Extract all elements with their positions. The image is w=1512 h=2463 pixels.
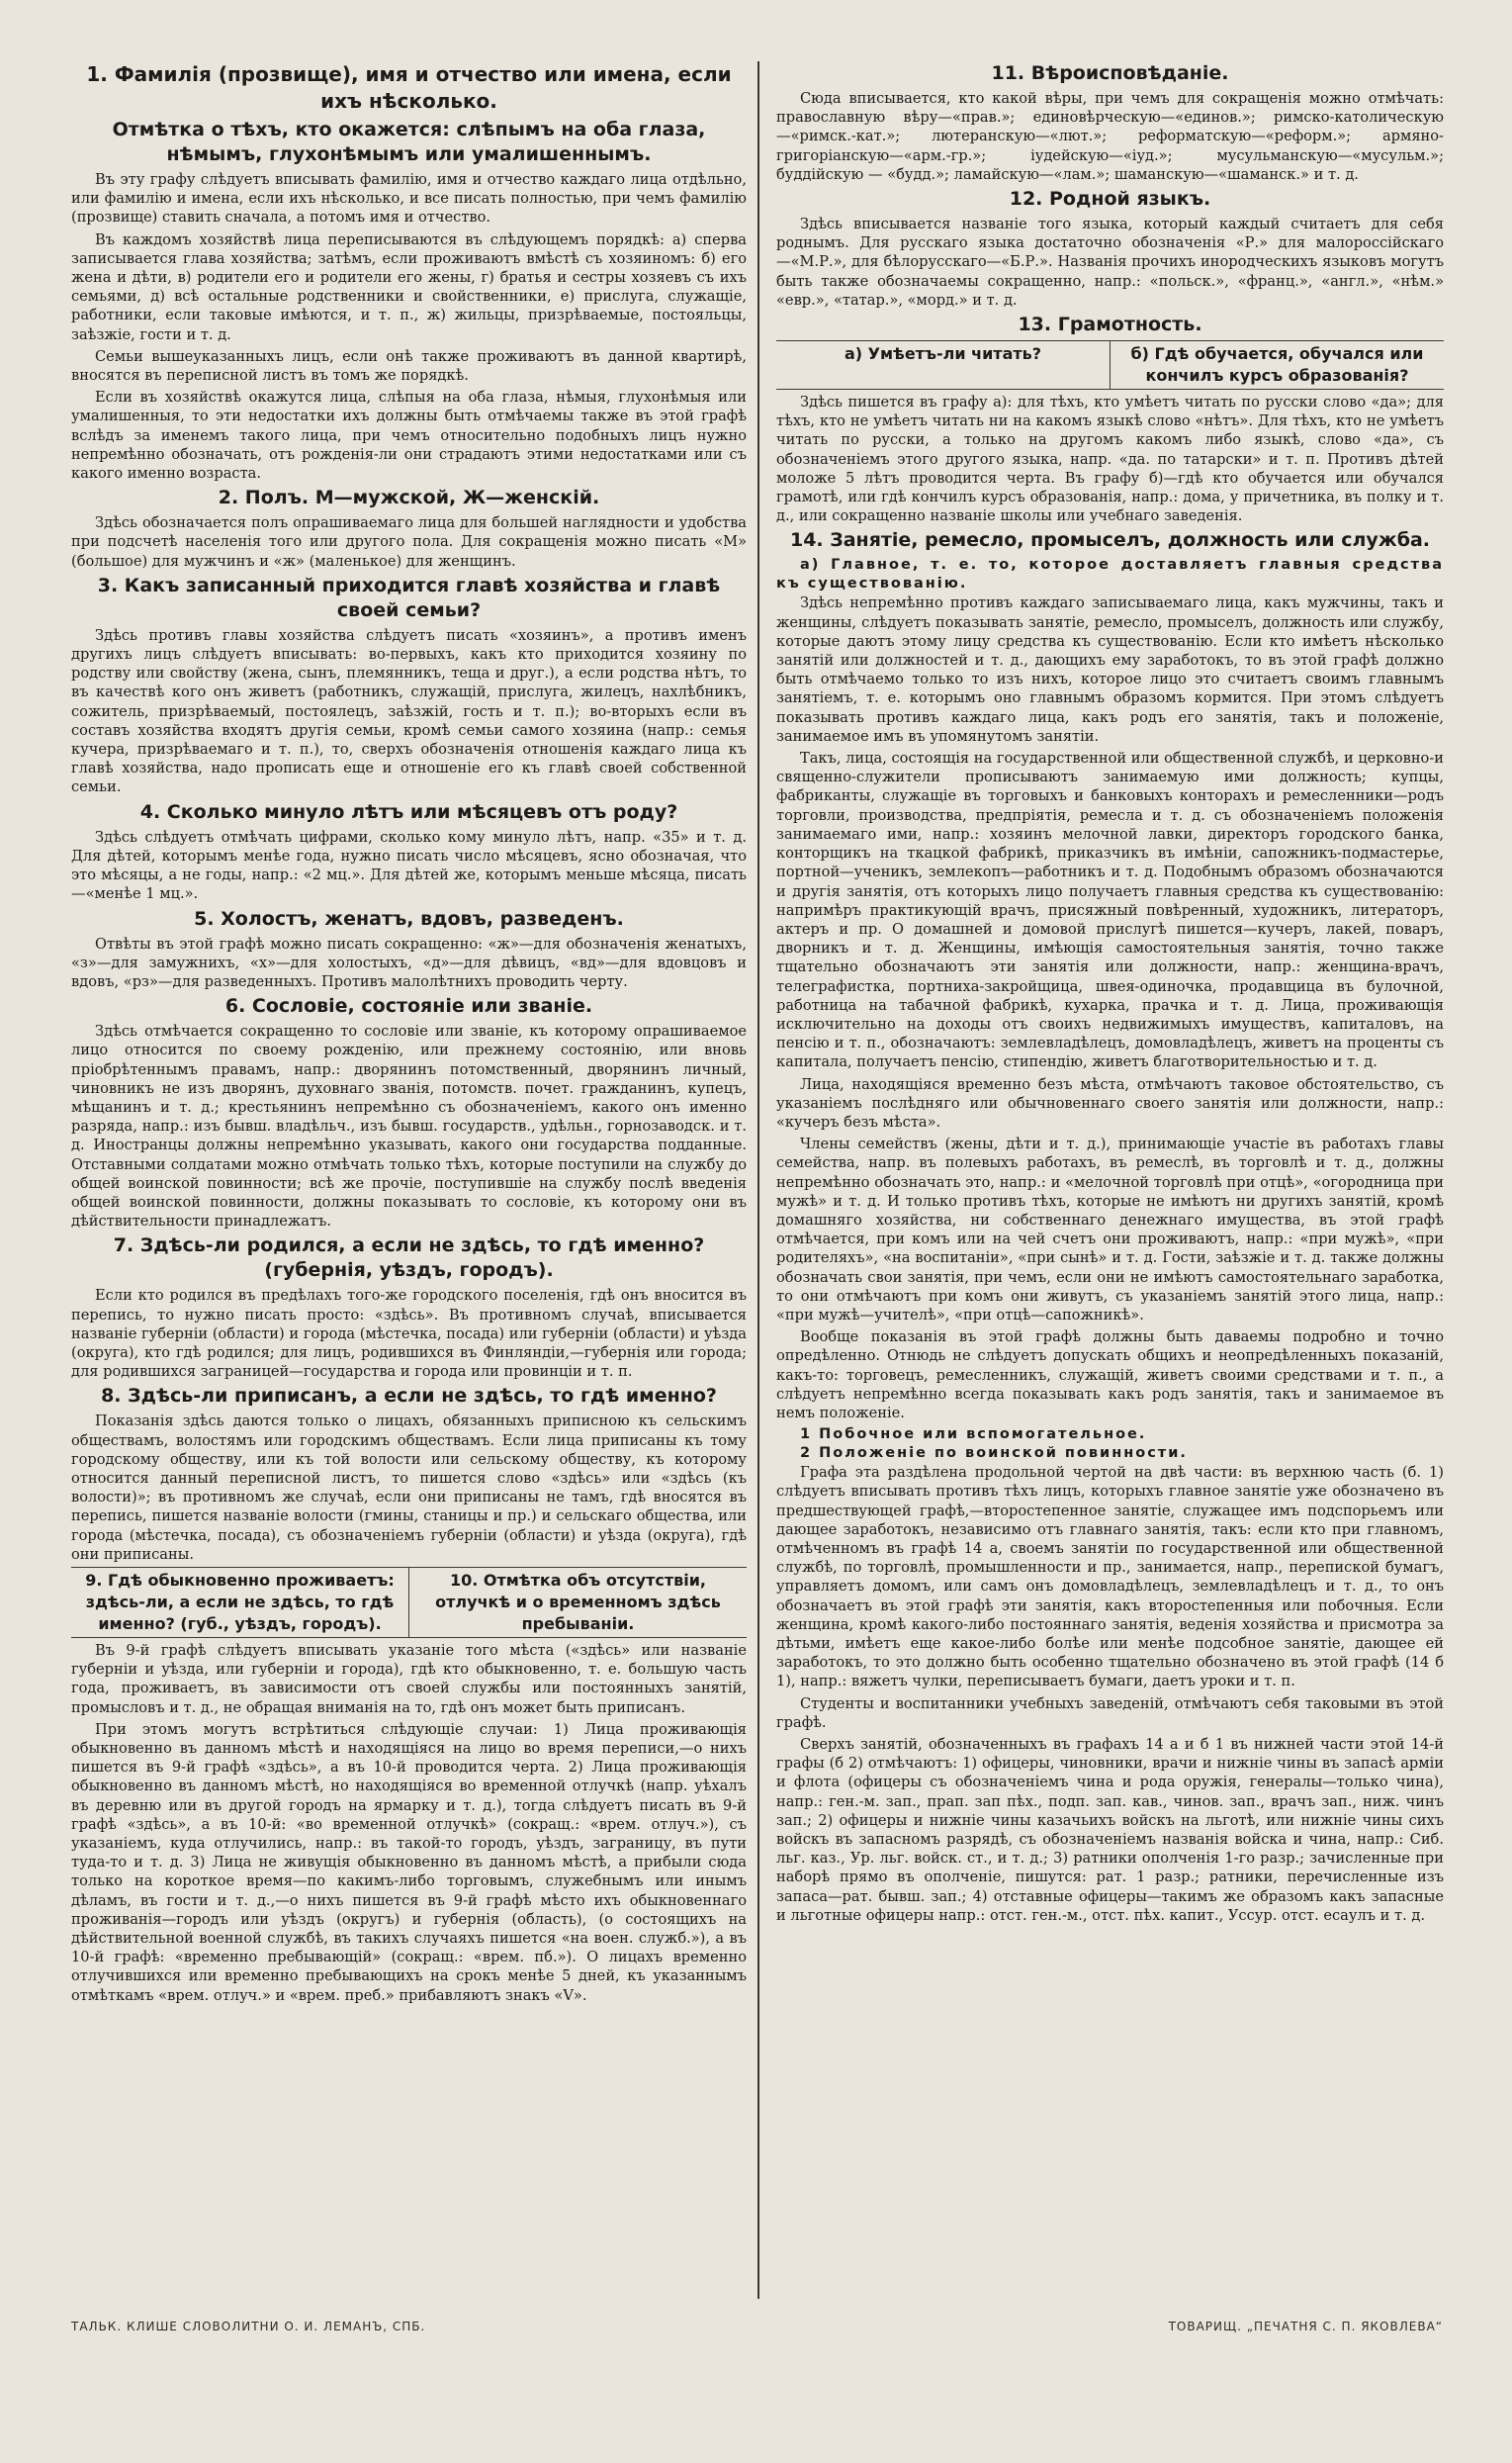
- section-7-paragraph-1: Если кто родился въ предѣлахъ того-же городского поселенія, гдѣ онъ вносится въ перепись, то нужно писать просто: «здѣсь». Въ противномъ случаѣ, вписывается названіе губерніи (области) и города (мѣстечка, посада) или губерніи (области) и уѣзда (округа), кто гдѣ родился; для лицъ, родившихся въ Финляндіи,—губернія или города; для родившихся заграницей—государства и города или провинціи и т. п.: [71, 1287, 747, 1381]
- section-1-paragraph-3: Семьи вышеуказанныхъ лицъ, если онѣ также проживаютъ въ данной квартирѣ, вносятся въ переписной листъ въ томъ же порядкѣ.: [71, 347, 747, 385]
- section-11-paragraph-1: Сюда вписывается, кто какой вѣры, при чемъ для сокращенія можно отмѣчать: православную вѣру—«прав.»; единовѣрческую—«единов.»; римско-католическую—«римск.-кат.»; лютеранскую—«лют.»; реформатскую—«реформ.»; армяно-григоріанскую—«арм.-гр.»; іудейскую—«іуд.»; мусульманскую—«мусульм.»; буддійскую — «будд.»; ламайскую—«лам.»; шаманскую—«шаманск.» и т. д.: [776, 90, 1444, 183]
- section-2-title: 2. Полъ. М—мужской, Ж—женскій.: [218, 487, 600, 509]
- section-5-paragraph-1: Отвѣты въ этой графѣ можно писать сокращенно: «ж»—для обозначенія женатыхъ, «з»—для замужнихъ, «х»—для холостыхъ, «д»—для дѣвицъ, «вд»—для вдовцовъ и вдовъ, «рз»—для разведенныхъ. Противъ малолѣтнихъ проводить черту.: [71, 935, 747, 990]
- section-1-paragraph-1: Въ эту графу слѣдуетъ вписывать фамилію, имя и отчество каждаго лица отдѣльно, или фамилію и имена, если ихъ нѣсколько, и все писать полностью, при чемъ фамилію (прозвище) ставить сначала, а потомъ имя и отчество.: [71, 171, 747, 227]
- section-5-title: 5. Холостъ, женатъ, вдовъ, разведенъ.: [194, 907, 624, 930]
- section-9-title: 9. Гдѣ обыкновенно проживаетъ: здѣсь-ли, а если не здѣсь, то гдѣ именно? (губ., уѣздъ, городъ).: [85, 1570, 395, 1633]
- section-13-subheaders: [776, 340, 1444, 390]
- column-divider: [757, 61, 759, 2299]
- section-14-paragraph-8: Сверхъ занятій, обозначенныхъ въ графахъ 14 а и б 1 въ нижней части этой 14-й графы (б 2) отмѣчаютъ: 1) офицеры, чиновники, врачи и нижніе чины въ запасѣ арміи и флота (офицеры съ обозначеніемъ чина и рода оружія, генералы—только чина), напр.: ген.-м. зап., прап. зап пѣх., подп. зап. кав., чинов. зап., врачъ зап., ниж. чинъ зап.; 2) офицеры и нижніе чины казачьихъ войскъ на льготѣ, или нижніе чины сихъ войскъ въ запасномъ разрядѣ, съ обозначеніемъ названія войска и чина, напр.: Сиб. льг. каз., Ур. льг. войск. ст., и т. д.; 3) ратники ополченія 1-го разр.; зачисленные при наборѣ прямо въ ополченіе, пишутся: рат. 1 разр.; ратники, перечисленные изъ запаса—рат. бывш. зап.; 4) отставные офицеры—такимъ же образомъ какъ запасные и льготные офицеры напр.: отст. ген.-м., отст. пѣх. капит., Уссур. отст. есаулъ и т. д.: [776, 1736, 1444, 1924]
- printer-credit-left: ТАЛЬК. КЛИШЕ СЛОВОЛИТНИ О. И. ЛЕМАНЪ, СПБ.: [71, 2320, 426, 2333]
- section-3-title: 3. Какъ записанный приходится главѣ хозяйства и главѣ своей семьи?: [97, 574, 721, 621]
- section-6-paragraph-1: Здѣсь отмѣчается сокращенно то сословіе или званіе, къ которому опрашиваемое лицо относится по своему рожденію, или прежнему состоянію, или вновь пріобрѣтеннымъ правамъ, напр.: дворянинъ потомственный, дворянинъ личный, чиновникъ не изъ дворянъ, духовнаго званія, потомств. почет. гражданинъ, купецъ, мѣщанинъ и т. д.; крестьянинъ непремѣнно съ обозначеніемъ, какого онъ именно разряда, напр.: изъ бывш. владѣльч., изъ бывш. государств., удѣльн., горнозаводск. и т. д. Иностранцы должны непремѣнно указывать, какого они государства подданные. Отставными солдатами можно отмѣчать только тѣхъ, которые поступили на службу до общей воинской повинности; всѣ же прочіе, поступившіе на службу послѣ введенія общей воинской повинности, должны показывать то сословіе, къ которому они въ дѣйствительности принадлежатъ.: [71, 1023, 747, 1231]
- section-9-10-header: [71, 1567, 747, 1638]
- section-12-paragraph-1: Здѣсь вписывается названіе того языка, который каждый считаетъ для себя роднымъ. Для русскаго языка достаточно обозначенія «Р.» для малороссійскаго—«М.Р.», для бѣлорусскаго—«Б.Р.». Названія прочихъ инородческихъ языковъ могутъ быть также обозначаемы сокращенно, напр.: «польск.», «франц.», «англ.», «нѣм.» «евр.», «татар.», «морд.» и т. д.: [776, 216, 1444, 309]
- section-1-paragraph-2: Въ каждомъ хозяйствѣ лица переписываются въ слѣдующемъ порядкѣ: а) сперва записывается глава хозяйства; затѣмъ, если проживаютъ вмѣстѣ съ хозяиномъ: б) его жена и дѣти, в) родители его и родители его жены, г) братья и сестры хозяевъ съ ихъ семьями, д) всѣ остальные родственники и свойственники, е) прислуга, служащіе, работники, если таковые имѣются, и т. п., ж) жильцы, призрѣваемые, постояльцы, заѣзжіе, гости и т. д.: [71, 230, 747, 343]
- section-7-title: 7. Здѣсь-ли родился, а если не здѣсь, то гдѣ именно? (губернія, уѣздъ, городъ).: [113, 1234, 705, 1282]
- section-4-paragraph-1: Здѣсь слѣдуетъ отмѣчать цифрами, сколько кому минуло лѣтъ, напр. «35» и т. д. Для дѣтей, которымъ менѣе года, нужно писать число мѣсяцевъ, ясно обозначая, что это мѣсяцы, а не годы, напр.: «2 мц.». Для дѣтей же, которымъ меньше мѣсяца, писать—«менѣе 1 мц.».: [71, 828, 747, 903]
- section-11-title: 11. Вѣроисповѣданіе.: [991, 62, 1229, 84]
- section-9-paragraph-2: При этомъ могутъ встрѣтиться слѣдующіе случаи: 1) Лица проживающія обыкновенно въ данномъ мѣстѣ и находящіяся на лицо во время переписи,—о нихъ пишется въ 9-й графѣ «здѣсь», а въ 10-й проводится черта. 2) Лица проживающія обыкновенно въ данномъ мѣстѣ, но находящіяся во временной отлучкѣ (напр. уѣхалъ въ деревню или въ другой городъ на ярмарку и т. д.), тогда слѣдуетъ писать въ 9-й графѣ «здѣсь», а въ 10-й: «во временной отлучкѣ» (сокращ.: «врем. отлуч.»), съ указаніемъ, куда отлучились, напр.: въ такой-то городъ, уѣздъ, заграницу, въ пути туда-то и т. д. 3) Лица не живущія обыкновенно въ данномъ мѣстѣ, а прибыли сюда только на короткое время—по какимъ-либо торговымъ, служебнымъ или инымъ дѣламъ, въ гости и т. д.,—о нихъ пишется въ 9-й графѣ мѣсто ихъ обыкновеннаго проживанія—городъ или уѣздъ (округъ) и губернія (область), (о состоящихъ на дѣйствительной военной службѣ, въ такихъ случаяхъ пишется «на воен. служб.»), а въ 10-й графѣ: «временно пребывающій» (сокращ.: «врем. пб.»). О лицахъ временно отлучившихся или временно пребывающихъ на срокъ менѣе 5 дней, къ указаннымъ отмѣткамъ «врем. отлуч.» и «врем. преб.» прибавляютъ знакъ «V».: [71, 1720, 747, 2004]
- section-14-paragraph-5: Вообще показанія въ этой графѣ должны быть даваемы подробно и точно опредѣленно. Отнюдь не слѣдуетъ допускать общихъ и неопредѣленныхъ показаній, какъ-то: торговецъ, ремесленникъ, служащій, живетъ своими средствами и т. п., а слѣдуетъ непремѣнно всегда показывать какъ родъ занятія, такъ и занимаемое въ немъ положеніе.: [776, 1328, 1444, 1421]
- section-14-a: а) Главное, т. е. то, которое доставляетъ главныя средства къ существованію.: [776, 557, 1444, 593]
- section-1-paragraph-4: Если въ хозяйствѣ окажутся лица, слѣпыя на оба глаза, нѣмыя, глухонѣмыя или умалишенныя, то эти недостатки ихъ должны быть отмѣчаемы также въ этой графѣ вслѣдъ за именемъ такого лица, при чемъ относительно подобныхъ лицъ нужно непремѣнно обозначать, отъ рожденія-ли они страдаютъ этими недостатками или съ какого именно возраста.: [71, 389, 747, 483]
- section-13-paragraph-1: Здѣсь пишется въ графу а): для тѣхъ, кто умѣетъ читать по русски слово «да»; для тѣхъ, кто не умѣетъ читать ни на какомъ языкѣ слово «нѣтъ». Для тѣхъ, кто не умѣетъ читать по русски, а только на другомъ какомъ либо языкѣ, слово «да», съ обозначеніемъ этого другого языка, напр. «да. по татарски» и т. п. Противъ дѣтей моложе 5 лѣтъ проводится черта. Въ графу б)—гдѣ кто обучается или обучался грамотѣ, или гдѣ кончилъ курсъ образованія, напр.: дома, у причетника, въ полку и т. д., или сокращенно названіе школы или учебнаго заведенія.: [776, 394, 1444, 525]
- section-8-title: 8. Здѣсь-ли приписанъ, а если не здѣсь, то гдѣ именно?: [101, 1385, 717, 1408]
- section-12-title: 12. Родной языкъ.: [1009, 188, 1211, 211]
- section-14-b1: 1 Побочное или вспомогательное.: [800, 1426, 1147, 1443]
- section-1-title: 1. Фамилія (прозвище), имя и отчество или имена, если ихъ нѣсколько.: [86, 62, 732, 113]
- section-14-paragraph-2: Такъ, лица, состоящія на государственной или общественной службѣ, и церковно-и священно-служители прописываютъ занимаемую ими должность; купцы, фабриканты, служащіе въ торговыхъ и банковыхъ конторахъ и ремесленники—родъ торговли, производства, предпріятія, ремесла и т. д. съ обозначеніемъ положенія занимаемаго ими, напр.: хозяинъ мелочной лавки, директоръ городского банка, конторщикъ на ткацкой фабрикѣ, приказчикъ въ имѣніи, сапожникъ-подмастерье, портной—ученикъ, землекопъ—работникъ и т. д. Подобнымъ образомъ обозначаются и другія занятія, отъ которыхъ лицо получаетъ главныя средства къ существованію: напримѣръ практикующій врачъ, присяжный повѣренный, художникъ, литераторъ, актеръ и пр. О домашней и домовой прислугѣ пишется—кучеръ, лакей, поваръ, дворникъ и т. д. Женщины, имѣющія самостоятельныя занятія, точно также тщательно обозначаютъ эти занятія или должности, напр.: женщина-врачъ, телеграфистка, портниха-закройщица, швея-одиночка, продавщица въ булочной, работница на табачной фабрикѣ, кухарка, прачка и т. д. Лица, проживающія исключительно на доходы отъ своихъ недвижимыхъ имуществъ, капиталовъ, на пенсію и т. п., обозначаютъ: землевладѣлецъ, домовладѣлецъ, живетъ на проценты съ капитала, получаетъ пенсію, стипендію, живетъ благотворительностью и т. д.: [776, 750, 1444, 1071]
- section-14-paragraph-1: Здѣсь непремѣнно противъ каждаго записываемаго лица, какъ мужчины, такъ и женщины, слѣдуетъ показывать занятіе, ремесло, промыселъ, должность или службу, которые даютъ этому лицу средства къ существованію. Если кто имѣетъ нѣсколько занятій или должностей и т. д., дающихъ ему заработокъ, то въ этой графѣ должно быть отмѣчаемо только то изъ нихъ, которое лицо это считаетъ своимъ главнымъ занятіемъ, т. е. которымъ оно главнымъ образомъ кормится. При этомъ слѣдуетъ показывать противъ каждаго лица, какъ родъ его занятія, такъ и положеніе, занимаемое имъ въ упомянутомъ занятіи.: [776, 594, 1444, 745]
- section-1-subtitle: Отмѣтка о тѣхъ, кто окажется: слѣпымъ на оба глаза, нѣмымъ, глухонѣмымъ или умалишеннымъ.: [112, 119, 706, 165]
- section-9-paragraph-1: Въ 9-й графѣ слѣдуетъ вписывать указаніе того мѣста («здѣсь» или названіе губерніи и уѣзда, или губерніи и города), гдѣ кто обыкновенно, т. е. большую часть года, проживаетъ, въ зависимости отъ своей службы или постоянныхъ занятій, промысловъ и т. д., не обращая вниманія на то, гдѣ онъ может быть приписанъ.: [71, 1641, 747, 1716]
- section-13-a: а) Умѣетъ-ли читать?: [844, 344, 1042, 364]
- section-8-paragraph-1: Показанія здѣсь даются только о лицахъ, обязанныхъ приписною къ сельскимъ обществамъ, волостямъ или городскимъ обществамъ. Если лица приписаны къ тому городскому обществу, или къ той волости или сельскому обществу, къ которому относится данный переписной листъ, то пишется слово «здѣсь» или «здѣсь (къ волости)»; въ противномъ же случаѣ, если они приписаны не тамъ, гдѣ вносятся въ перепись, пишется названіе волости (гмины, станицы и пр.) и сельскаго общества, или города (мѣстечка, посада), съ обозначеніемъ губерніи (области) и уѣзда (округа), гдѣ они приписаны.: [71, 1413, 747, 1563]
- section-4-title: 4. Сколько минуло лѣтъ или мѣсяцевъ отъ роду?: [139, 800, 678, 823]
- section-14-paragraph-7: Студенты и воспитанники учебныхъ заведеній, отмѣчаютъ себя таковыми въ этой графѣ.: [776, 1694, 1444, 1731]
- section-13-title: 13. Грамотность.: [1018, 314, 1202, 336]
- section-14-paragraph-3: Лица, находящіяся временно безъ мѣста, отмѣчаютъ таковое обстоятельство, съ указаніемъ послѣдняго или обычновеннаго своего занятія или должности, напр.: «кучеръ безъ мѣста».: [776, 1075, 1444, 1131]
- section-6-title: 6. Сословіе, состояніе или званіе.: [224, 995, 593, 1018]
- right-column: [776, 61, 1444, 2354]
- section-14-paragraph-4: Члены семействъ (жены, дѣти и т. д.), принимающіе участіе въ работахъ главы семейства, напр. въ полевыхъ работахъ, въ ремеслѣ, въ торговлѣ и т. д., должны непремѣнно обозначать это, напр.: и «мелочной торговлѣ при отцѣ», «огородница при мужѣ» и т. д. И только противъ тѣхъ, которые не имѣютъ ни другихъ занятій, кромѣ домашняго хозяйства, ни собственнаго денежнаго имущества, въ этой графѣ отмѣчается, при комъ или на чей счетъ они проживаютъ, напр.: «при мужѣ», «при родителяхъ», «на воспитаніи», «при сынѣ» и т. д. Гости, заѣзжіе и т. д. также должны обозначать свои занятія, при чемъ, если они не имѣютъ самостоятельнаго заработка, то они отмѣчаютъ при комъ они живутъ, съ указаніемъ занятій этого лица, напр.: «при мужѣ—учителѣ», «при отцѣ—сапожникѣ».: [776, 1136, 1444, 1323]
- section-13-b: б) Гдѣ обучается, обучался или кончилъ курсъ образованія?: [1110, 341, 1444, 389]
- section-14-paragraph-6: Графа эта раздѣлена продольной чертой на двѣ части: въ верхнюю часть (б. 1) слѣдуетъ вписывать противъ тѣхъ лицъ, которыхъ главное занятіе уже обозначено въ предшествующей графѣ,—второстепенное занятіе, служащее имъ подспорьемъ или дающее заработокъ, независимо отъ главнаго занятія, такъ: если кто при главномъ, отмѣченномъ въ графѣ 14 а, своемъ занятіи по государственной или общественной службѣ, по торговлѣ, промышленности и пр., занимается, напр., перепиской бумагъ, управляетъ домомъ, или самъ онъ домовладѣлецъ, землевладѣлецъ и т. д., то онъ обозначаетъ въ этой графѣ эти занятія, какъ второстепенныя или побочныя. Если женщина, кромѣ какого-либо постояннаго занятія, веденія хозяйства и присмотра за дѣтьми, имѣетъ еще какое-либо болѣе или менѣе подсобное занятіе, дающее ей заработокъ, то это должно быть особенно тщательно обозначено въ этой графѣ (14 б 1), напр.: вяжетъ чулки, переписываетъ бумаги, даетъ уроки и т. п.: [776, 1464, 1444, 1690]
- section-14-b2: 2 Положеніе по воинской повинности.: [800, 1445, 1188, 1462]
- section-3-paragraph-1: Здѣсь противъ главы хозяйства слѣдуетъ писать «хозяинъ», а противъ именъ другихъ лицъ слѣдуетъ вписывать: во-первыхъ, какъ кто приходится хозяину по родству или свойству (жена, сынъ, племянникъ, теща и друг.), а если родства нѣтъ, то въ качествѣ кого онъ живетъ (работникъ, служащій, прислуга, жилецъ, нахлѣбникъ, сожитель, призрѣваемый, постоялецъ, заѣзжій, гость и т. п.); во-вторыхъ если въ составъ хозяйства входятъ другія семьи, кромѣ семьи самого хозяина (напр.: семья кучера, призрѣваемаго и т. п.), то, сверхъ обозначенія отношенія каждаго лица къ главѣ хозяйства, надо прописать еще и отношеніе его къ главѣ своей собственной семьи.: [71, 626, 747, 796]
- section-14-title: 14. Занятіе, ремесло, промыселъ, должность или служба.: [789, 529, 1431, 552]
- section-10-title: 10. Отмѣтка объ отсутствіи, отлучкѣ и о временномъ здѣсь пребываніи.: [408, 1568, 747, 1637]
- printer-credit-right: ТОВАРИЩ. „ПЕЧАТНЯ С. П. ЯКОВЛЕВА“: [1168, 2320, 1443, 2333]
- left-column: [71, 61, 747, 2354]
- section-2-paragraph-1: Здѣсь обозначается полъ опрашиваемаго лица для большей наглядности и удобства при подсчетѣ населенія того или другого пола. Для сокращенія можно писать «М» (большое) для мужчинъ и «ж» (маленькое) для женщинъ.: [71, 514, 747, 570]
